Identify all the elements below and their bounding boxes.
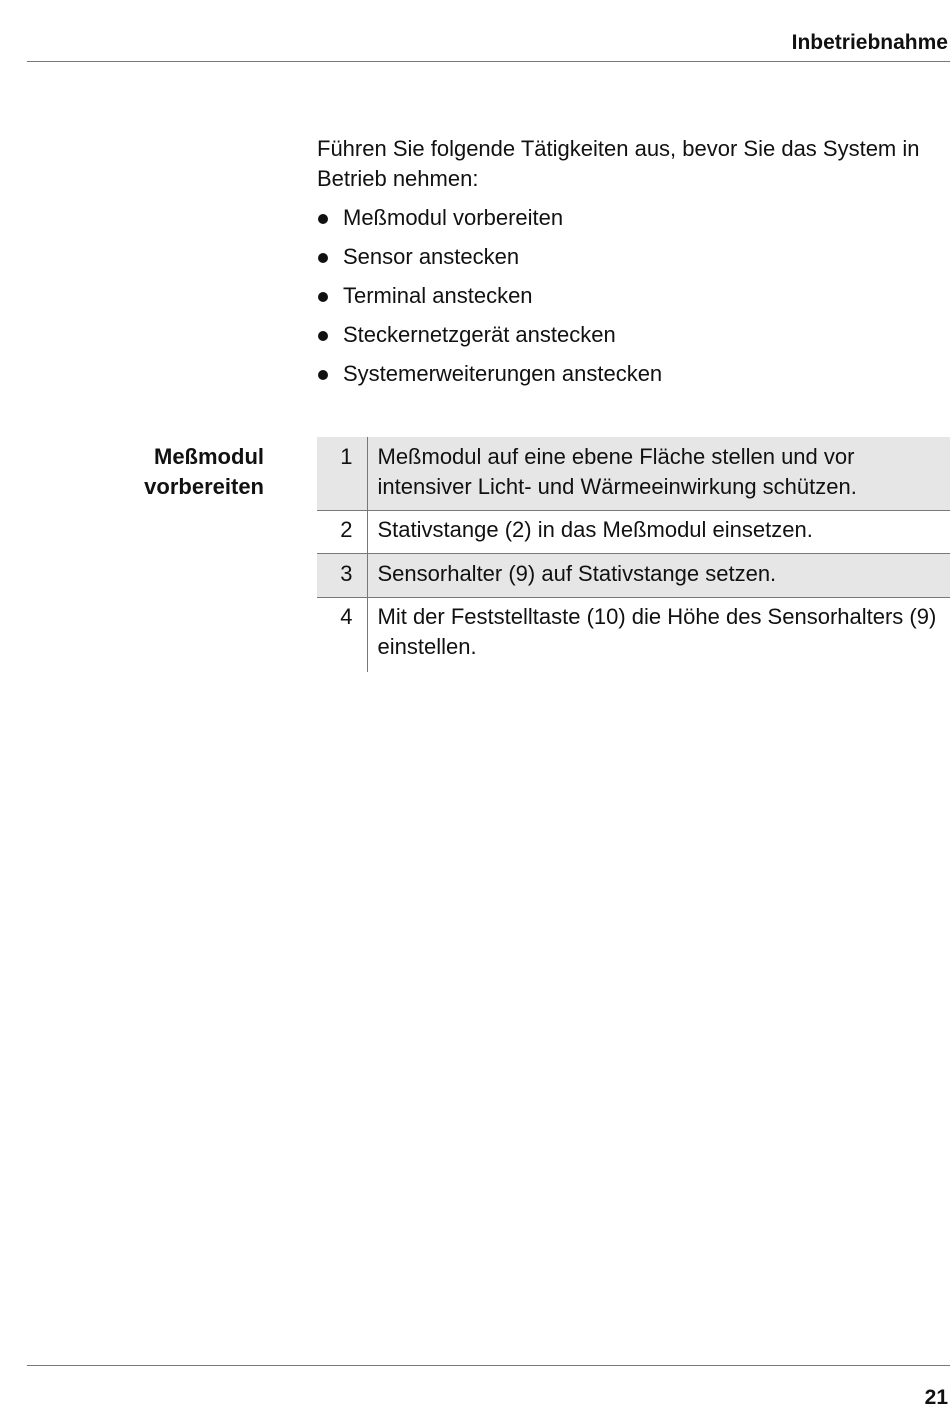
header-divider — [27, 61, 950, 62]
list-item-text: Sensor anstecken — [343, 244, 520, 269]
bullet-dot-icon — [318, 292, 328, 302]
list-item — [317, 359, 950, 398]
running-header-title: Inbetriebnahme — [791, 31, 948, 54]
list-item — [317, 320, 950, 359]
list-item — [317, 242, 950, 281]
step-number: 1 — [317, 437, 367, 511]
bullet-dot-icon — [318, 331, 328, 341]
section-heading-line: vorbereiten — [144, 474, 264, 499]
table-row — [317, 598, 950, 673]
step-text: Meßmodul auf eine ebene Fläche stellen und vor intensiver Licht- und Wärmeeinwirkung schützen. — [377, 444, 857, 499]
preparation-task-list — [317, 203, 950, 398]
step-number: 4 — [317, 598, 367, 673]
list-item-text: Steckernetzgerät anstecken — [343, 322, 616, 347]
footer-divider — [27, 1365, 950, 1366]
step-text: Stativstange (2) in das Meßmodul einsetzen. — [377, 517, 813, 542]
table-row — [317, 554, 950, 598]
table-row — [317, 437, 950, 511]
bullet-dot-icon — [318, 253, 328, 263]
list-item-text: Systemerweiterungen anstecken — [343, 361, 663, 386]
step-text: Mit der Feststelltaste (10) die Höhe des Sensorhalters (9) einstellen. — [377, 604, 937, 659]
step-text: Sensorhalter (9) auf Stativstange setzen. — [377, 561, 777, 586]
list-item-text: Terminal anstecken — [343, 283, 533, 308]
bullet-dot-icon — [318, 214, 328, 224]
page-number: 21 — [924, 1386, 948, 1409]
steps-table — [317, 437, 950, 672]
table-row — [317, 511, 950, 554]
section-heading-line: Meßmodul — [154, 444, 264, 469]
intro-paragraph: Führen Sie folgende Tätigkeiten aus, bevor Sie das System in Betrieb nehmen: — [317, 136, 920, 191]
section-heading — [144, 442, 264, 502]
bullet-dot-icon — [318, 370, 328, 380]
step-number: 3 — [317, 554, 367, 598]
list-item — [317, 281, 950, 320]
step-number: 2 — [317, 511, 367, 554]
list-item — [317, 203, 950, 242]
list-item-text: Meßmodul vorbereiten — [343, 205, 564, 230]
